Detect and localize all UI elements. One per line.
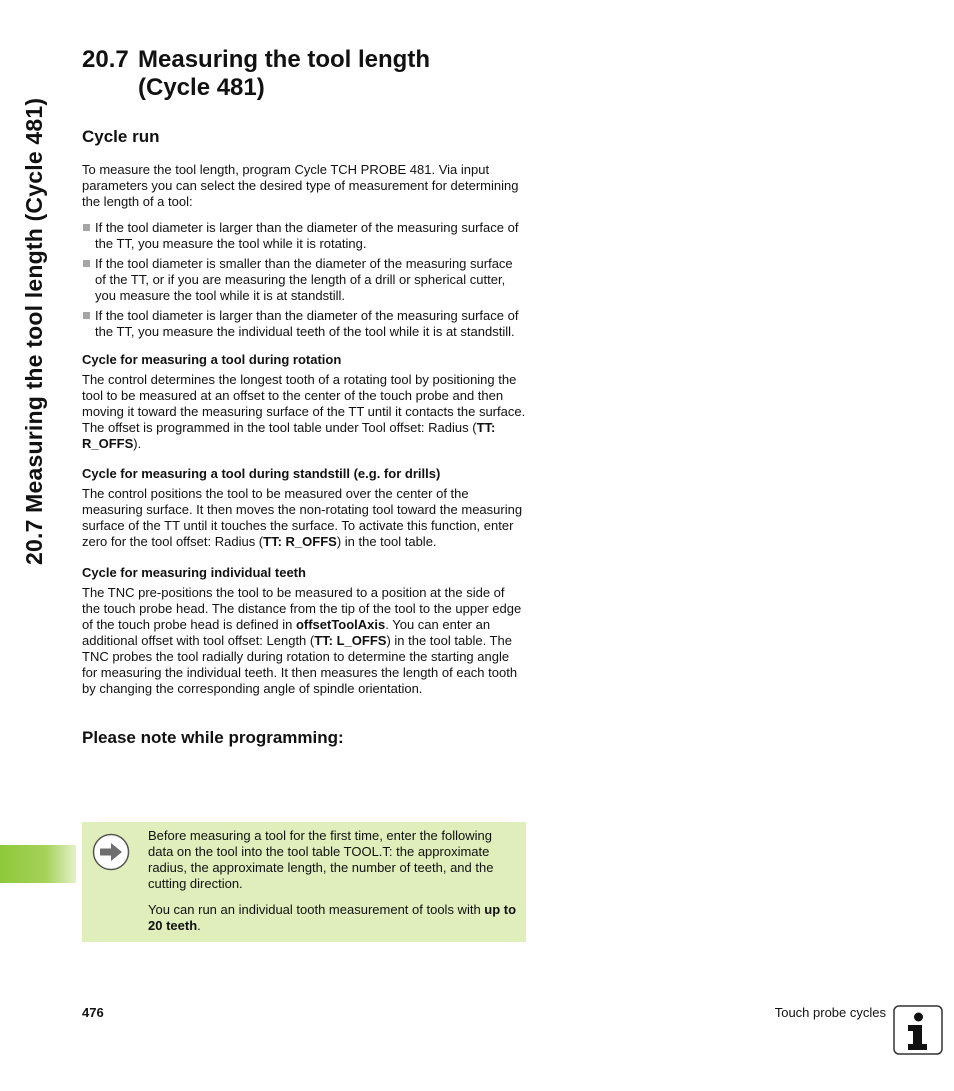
note-text: [148, 828, 518, 934]
measurement-type-list: [82, 220, 526, 340]
title-line-1: Measuring the tool length: [138, 46, 430, 73]
title-line-2: (Cycle 481): [138, 74, 265, 101]
teeth-heading: Cycle for measuring individual teeth: [82, 565, 306, 580]
main-content: [82, 46, 526, 749]
bullet-square-icon: [83, 260, 90, 267]
page-number: 476: [82, 1005, 104, 1020]
sidebar-title: 20.7 Measuring the tool length (Cycle 481): [21, 97, 47, 565]
info-icon: [893, 1005, 943, 1055]
list-item: If the tool diameter is larger than the diameter of the measuring surface of the TT, you measure the individual teeth of the tool while it is at standstill.: [82, 308, 526, 340]
note-paragraph-2: You can run an individual tooth measurement of tools with up to 20 teeth.: [148, 902, 517, 933]
rotation-text: The control determines the longest tooth of a rotating tool by positioning the tool to be measured at an offset to the center of the touch probe and then moving it toward the measuring surface of the TT until it contacts the surface. The offset is programmed in the tool table under Tool offset: Radius (TT: R_OFFS).: [82, 372, 526, 451]
section-number: 20.7: [82, 46, 129, 73]
note-paragraph-1: Before measuring a tool for the first time, enter the following data on the tool into the tool table TOOL.T: the approximate radius, the approximate length, the number of teeth, and the cutting direction.: [148, 828, 494, 891]
standstill-text: The control positions the tool to be measured over the center of the measuring surface. It then moves the non-rotating tool toward the measuring surface of the TT until it touches the surface. To activate this function, enter zero for the tool offset: Radius (TT: R_OFFS) in the tool table.: [82, 486, 523, 549]
page-title: [82, 46, 526, 102]
bullet-square-icon: [83, 312, 90, 319]
list-item: If the tool diameter is smaller than the diameter of the measuring surface of the TT, or if you are measuring the length of a drill or spherical cutter, you measure the tool while it is at standstill.: [82, 256, 526, 304]
cycle-run-heading: Cycle run: [82, 127, 160, 146]
bullet-square-icon: [83, 224, 90, 231]
chapter-tab: [0, 845, 76, 883]
teeth-text: The TNC pre-positions the tool to be measured to a position at the side of the touch probe head. The distance from the tip of the tool to the upper edge of the touch probe head is defined in offsetToolAxis. You can enter an additional offset with tool offset: Length (TT: L_OFFS) in the tool table. The TNC probes the tool radially during rotation to determine the starting angle for measuring the individual teeth. It then measures the length of each tooth by changing the corresponding angle of spindle orientation.: [82, 585, 522, 696]
cycle-run-intro: To measure the tool length, program Cycle TCH PROBE 481. Via input parameters you can select the desired type of measurement for determining the length of a tool:: [82, 162, 519, 209]
footer-section: Touch probe cycles: [774, 1005, 886, 1020]
arrow-right-icon: [92, 833, 130, 871]
standstill-heading: Cycle for measuring a tool during standstill (e.g. for drills): [82, 466, 441, 481]
note-box: [82, 822, 526, 942]
rotation-heading: Cycle for measuring a tool during rotation: [82, 352, 342, 367]
list-item: If the tool diameter is larger than the diameter of the measuring surface of the TT, you measure the tool while it is rotating.: [82, 220, 526, 252]
programming-heading: Please note while programming:: [82, 728, 344, 747]
